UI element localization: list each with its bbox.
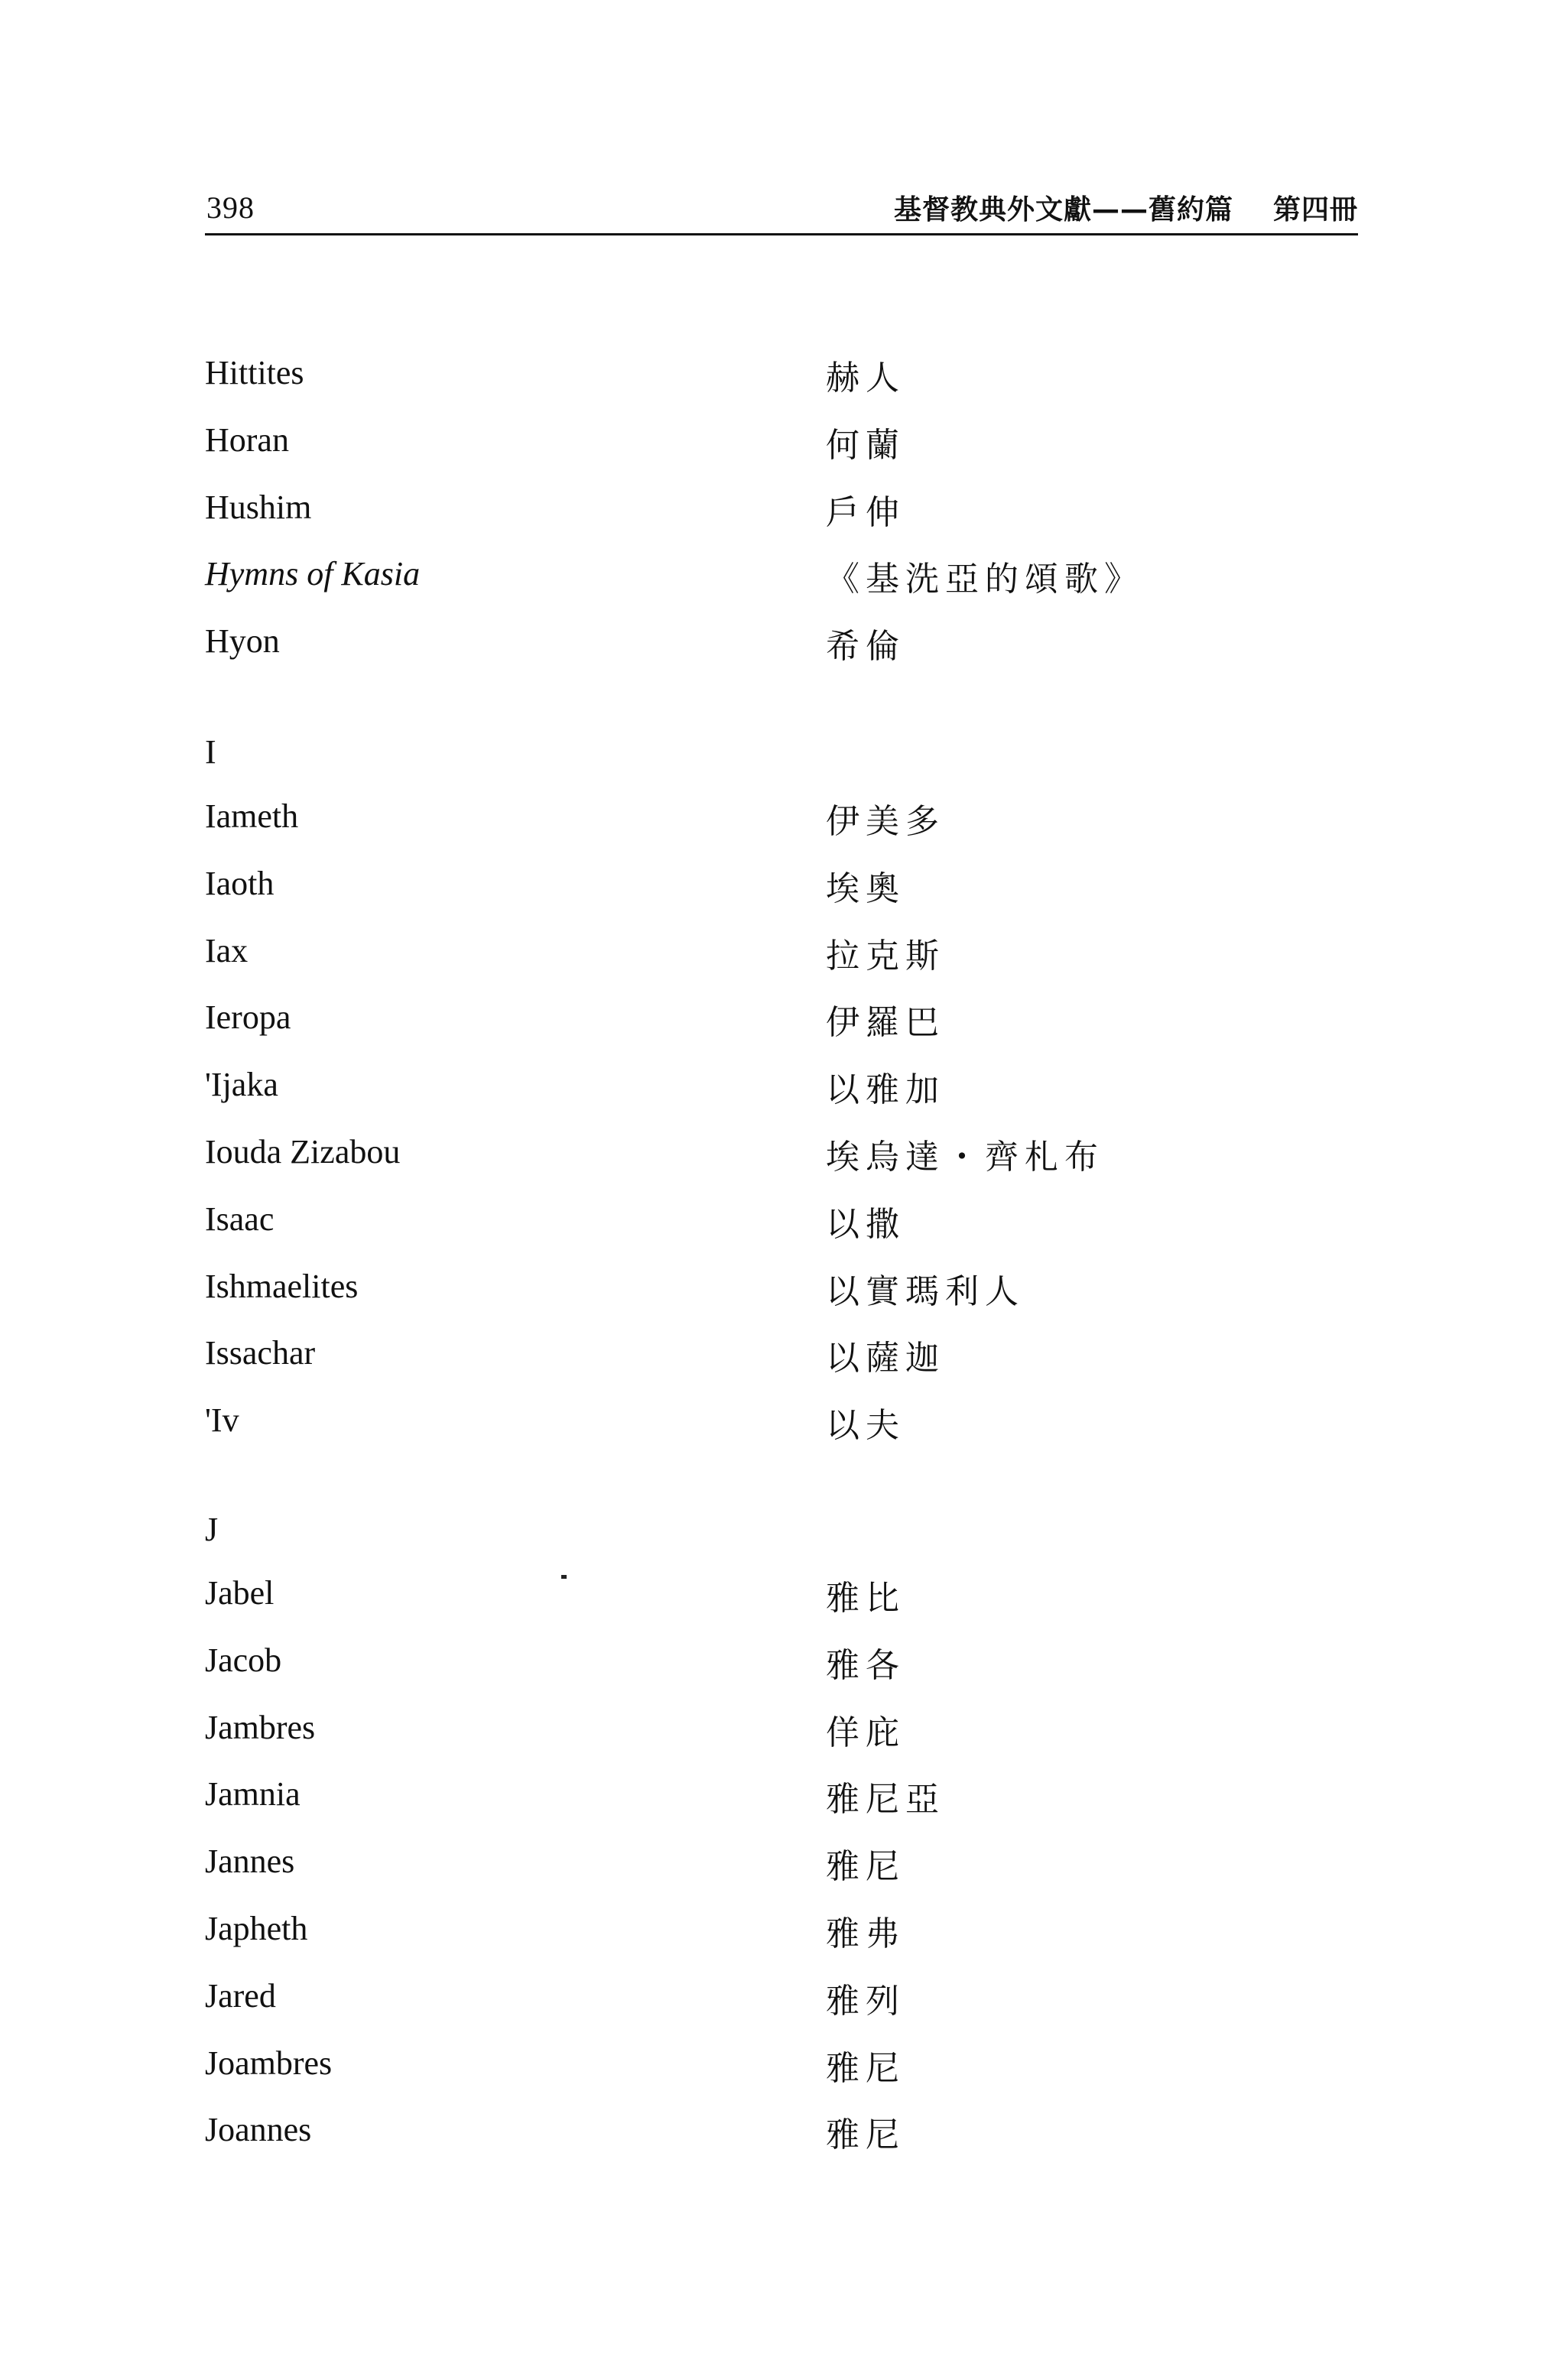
glossary-entry	[0, 1573, 1566, 1635]
entry-term: Hymns of Kasia	[205, 555, 421, 593]
glossary-entry	[0, 488, 1566, 549]
entry-term: Ishmaelites	[205, 1268, 359, 1305]
entry-translation: 埃烏達・齊札布	[826, 1138, 1104, 1177]
entry-translation: 雅列	[826, 1982, 905, 2021]
entry-term: Iameth	[205, 797, 299, 835]
entry-term: Hittites	[205, 354, 304, 391]
entry-translation: 雅尼	[826, 2115, 905, 2154]
glossary-entry	[0, 1200, 1566, 1261]
glossary-entry	[0, 1401, 1566, 1462]
entry-translation: 以夫	[826, 1406, 905, 1445]
entry-translation: 以薩迦	[826, 1339, 945, 1378]
entry-translation: 埃奧	[826, 869, 905, 908]
entry-term: 'Iv	[205, 1401, 239, 1439]
entry-translation: 希倫	[826, 627, 905, 666]
print-speck	[561, 1575, 567, 1579]
glossary-entry	[0, 622, 1566, 683]
entry-translation: 雅尼	[826, 1847, 905, 1886]
glossary-entry	[0, 998, 1566, 1059]
entry-translation: 雅比	[826, 1579, 905, 1618]
entry-term: 'Ijaka	[205, 1066, 278, 1103]
entry-term: Issachar	[205, 1334, 316, 1372]
glossary-entry	[0, 864, 1566, 925]
glossary-entry	[0, 2110, 1566, 2171]
volume-label: 第四冊	[1272, 194, 1358, 226]
entry-translation: 戶伸	[826, 493, 905, 532]
entry-translation: 以雅加	[826, 1070, 945, 1109]
glossary-entry	[0, 1708, 1566, 1769]
entry-term: Iax	[205, 932, 249, 969]
glossary-entry	[0, 2044, 1566, 2105]
entry-term: Hyon	[205, 622, 280, 660]
entry-term: Jamnia	[205, 1775, 301, 1813]
glossary-entry	[0, 1842, 1566, 1903]
entry-translation: 雅弗	[826, 1914, 905, 1953]
entry-term: Hushim	[205, 489, 312, 526]
entry-translation: 以撒	[826, 1205, 905, 1244]
entry-term: Iouda Zizabou	[205, 1133, 401, 1171]
entry-term: Iaoth	[205, 865, 275, 902]
glossary-entry	[0, 1909, 1566, 1970]
entry-term: Jannes	[205, 1843, 295, 1880]
glossary-entry	[0, 420, 1566, 482]
entry-translation: 以實瑪利人	[826, 1272, 1025, 1311]
glossary-entry	[0, 797, 1566, 858]
entry-translation: 佯庇	[826, 1713, 905, 1752]
page-number: 398	[206, 190, 255, 225]
entry-term: Jared	[205, 1977, 276, 2015]
glossary-entry	[0, 1065, 1566, 1126]
section-letter: I	[205, 733, 216, 771]
entry-term: Jacob	[205, 1641, 282, 1679]
book-title: 基督教典外文獻——舊約篇	[893, 194, 1233, 226]
entry-term: Ieropa	[205, 998, 291, 1036]
entry-translation: 赫人	[826, 359, 905, 398]
entry-translation: 雅尼	[826, 2049, 905, 2088]
entry-translation: 伊美多	[826, 802, 945, 841]
entry-translation: 雅尼亞	[826, 1780, 945, 1819]
glossary-entry	[0, 1132, 1566, 1193]
glossary-entry	[0, 1267, 1566, 1328]
glossary-entry	[0, 1774, 1566, 1836]
glossary-entry	[0, 1641, 1566, 1702]
entry-term: Jambres	[205, 1709, 316, 1746]
glossary-entry	[0, 353, 1566, 414]
entry-translation: 何蘭	[826, 426, 905, 465]
entry-term: Japheth	[205, 1910, 308, 1947]
entry-translation: 雅各	[826, 1646, 905, 1685]
entry-term: Jabel	[205, 1574, 275, 1612]
entry-translation: 伊羅巴	[826, 1003, 945, 1042]
entry-translation: 拉克斯	[826, 937, 945, 976]
entry-term: Isaac	[205, 1200, 275, 1238]
glossary-entry	[0, 1333, 1566, 1395]
section-letter: J	[205, 1511, 219, 1548]
entry-translation: 《基洗亞的頌歌》	[826, 560, 1144, 599]
glossary-entry	[0, 554, 1566, 615]
glossary-entry	[0, 1976, 1566, 2037]
entry-term: Horan	[205, 421, 289, 459]
glossary-entry	[0, 931, 1566, 992]
entry-term: Joambres	[205, 2044, 333, 2082]
entry-term: Joannes	[205, 2111, 312, 2148]
